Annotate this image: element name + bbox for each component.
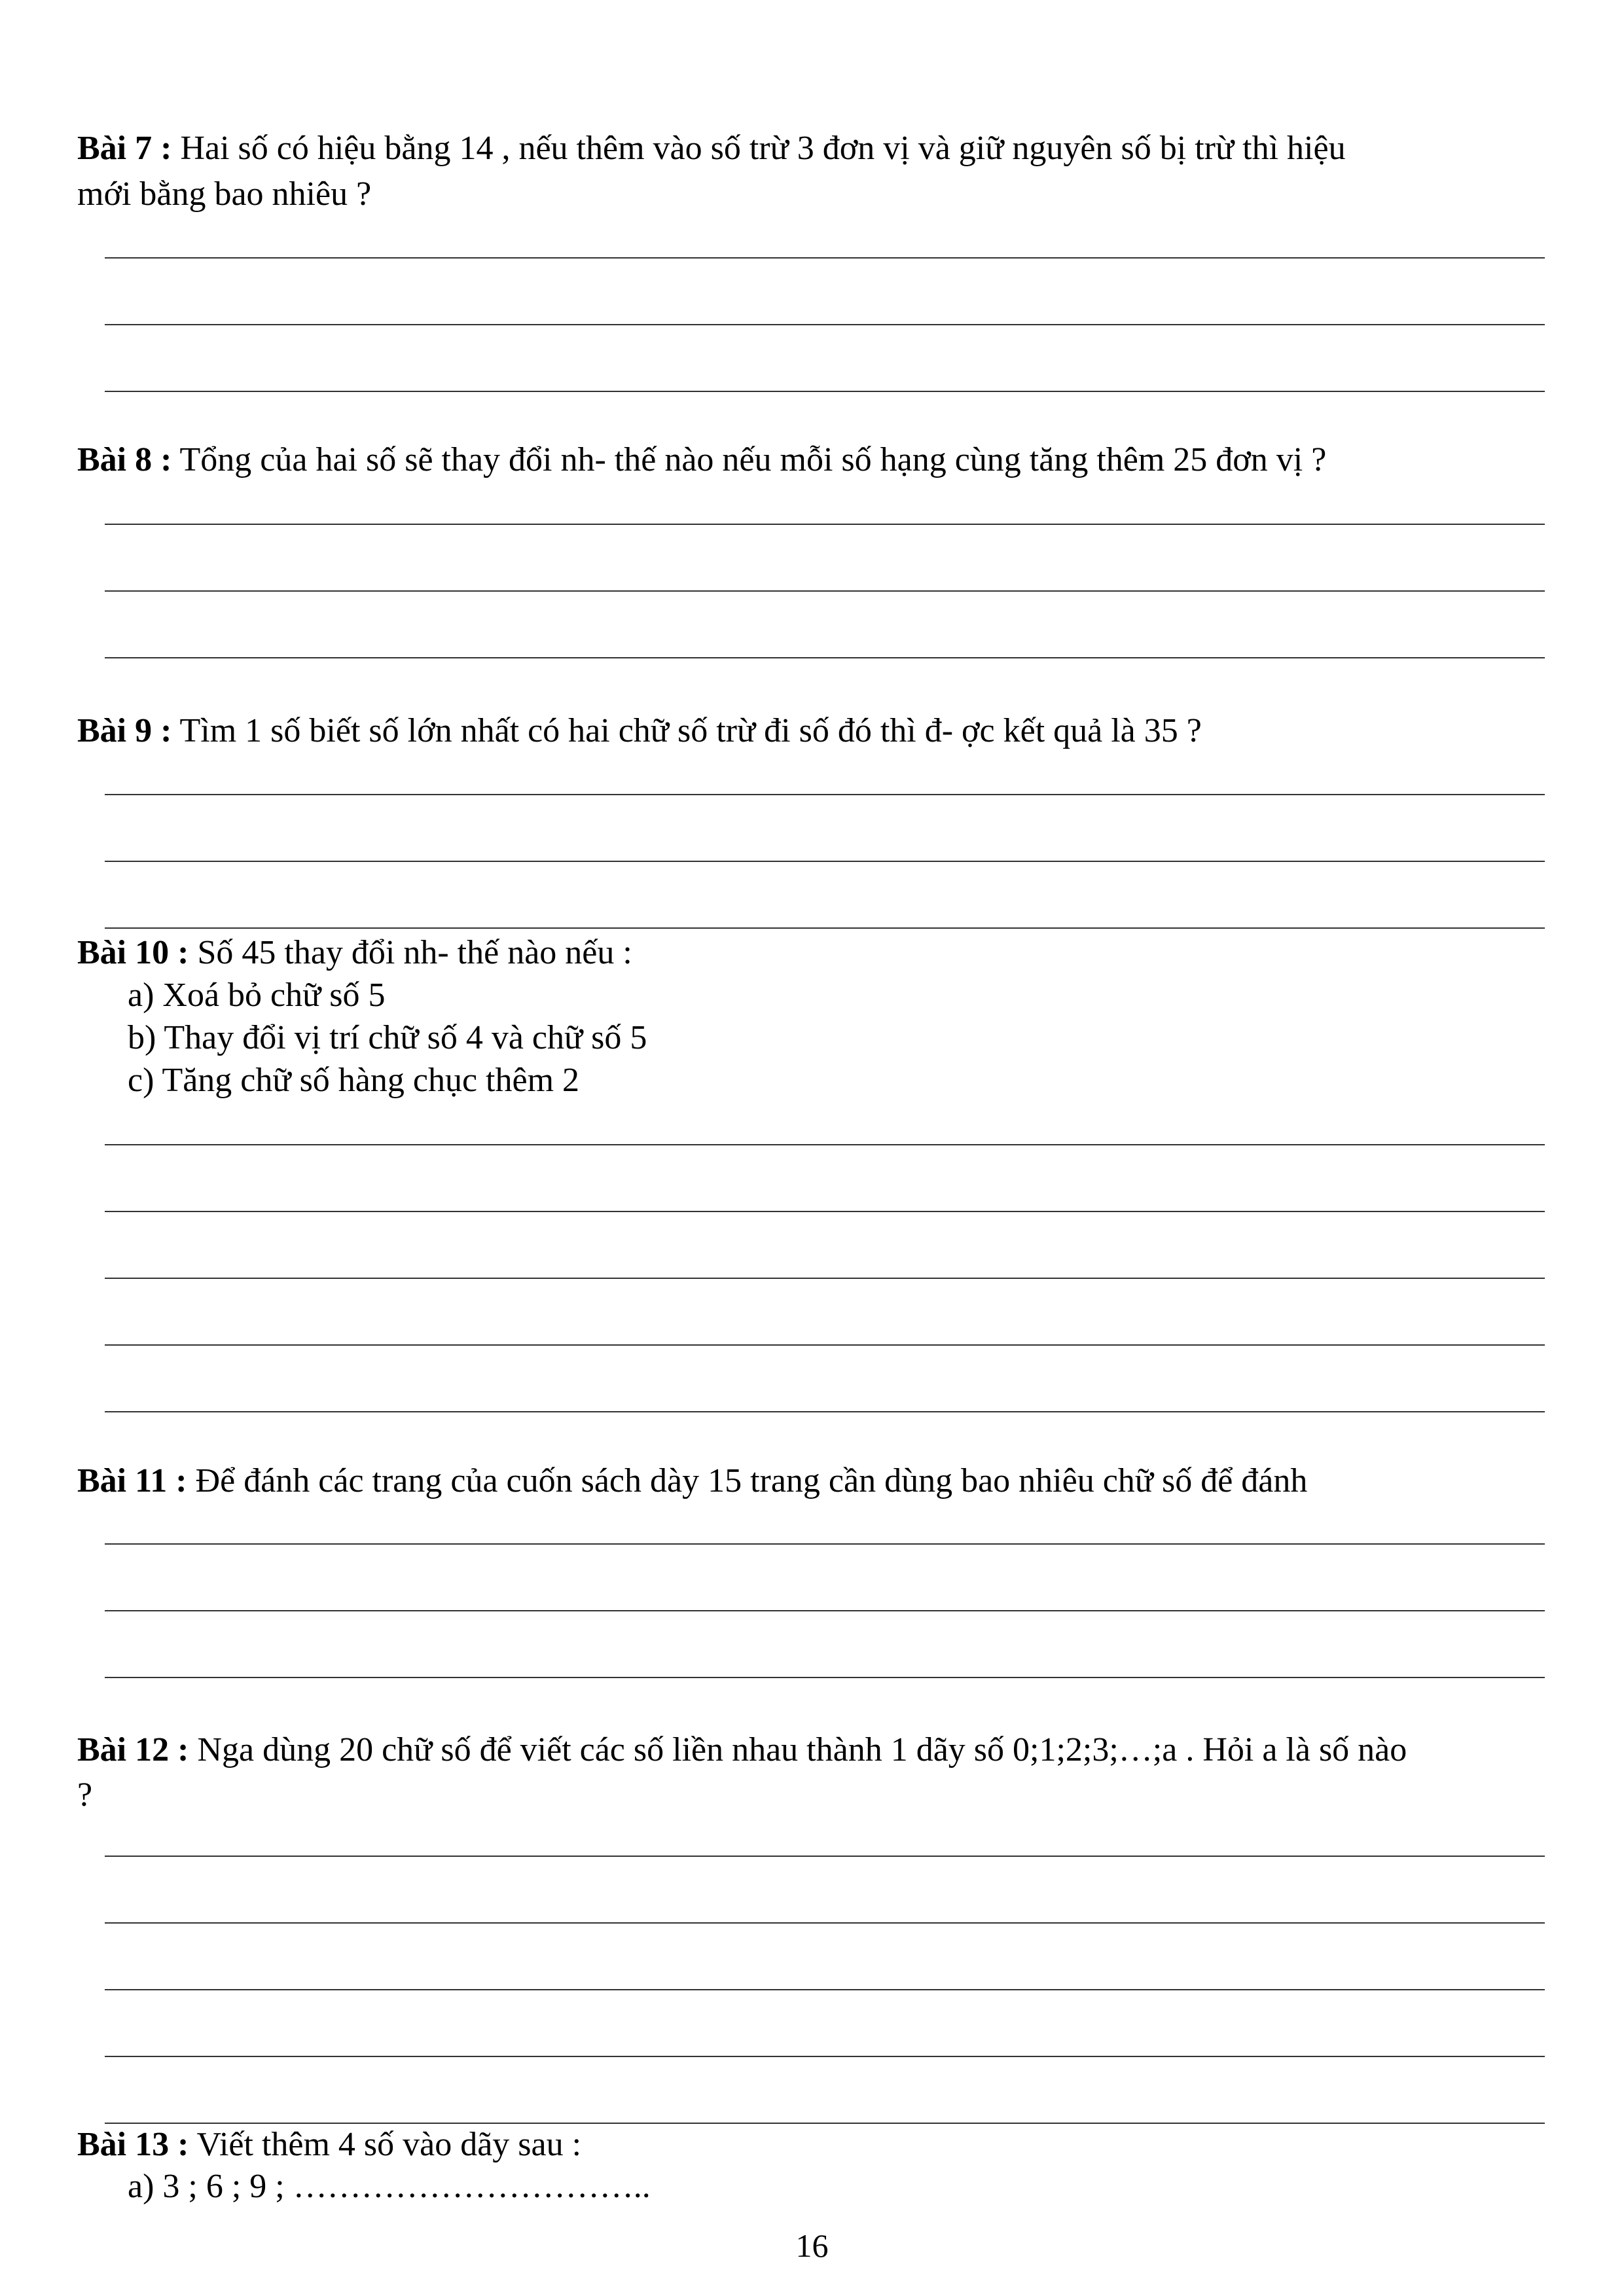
problem-11-line-1: Bài 11 : Để đánh các trang của cuốn sách dày 15 trang cần dùng bao nhiêu chữ số để đánh xyxy=(77,1462,1308,1499)
answer-line xyxy=(105,1989,1545,1990)
problem-12-line-1: Bài 12 : Nga dùng 20 chữ số để viết các số liền nhau thành 1 dãy số 0;1;2;3;…;a . Hỏi a là số nào xyxy=(77,1731,1407,1768)
answer-line xyxy=(105,657,1545,658)
answer-line xyxy=(105,1144,1545,1145)
problem-10-item-b: b) Thay đổi vị trí chữ số 4 và chữ số 5 xyxy=(128,1019,647,1056)
answer-line xyxy=(105,1211,1545,1212)
problem-12-line-2: ? xyxy=(77,1776,93,1814)
answer-line xyxy=(105,1344,1545,1346)
problem-10-item-a: a) Xoá bỏ chữ số 5 xyxy=(128,977,386,1014)
problem-9-line-1: Bài 9 : Tìm 1 số biết số lớn nhất có hai chữ số trừ đi số đó thì đ- ợc kết quả là 35 ? xyxy=(77,712,1202,749)
answer-line xyxy=(105,2123,1545,2124)
answer-line xyxy=(105,927,1545,929)
problem-10-item-c: c) Tăng chữ số hàng chục thêm 2 xyxy=(128,1062,580,1099)
answer-line xyxy=(105,1677,1545,1678)
problem-7-line-1: Bài 7 : Hai số có hiệu bằng 14 , nếu thêm vào số trừ 3 đơn vị và giữ nguyên số bị trừ thì hiệu xyxy=(77,130,1346,167)
answer-line xyxy=(105,1278,1545,1279)
answer-line xyxy=(105,2056,1545,2057)
answer-line xyxy=(105,1856,1545,1857)
answer-line xyxy=(105,861,1545,862)
answer-line xyxy=(105,1543,1545,1545)
problem-13-item-a: a) 3 ; 6 ; 9 ; ………………………….. xyxy=(128,2168,651,2205)
answer-line xyxy=(105,1922,1545,1924)
answer-line xyxy=(105,794,1545,795)
answer-line xyxy=(105,391,1545,392)
problem-13-line-1: Bài 13 : Viết thêm 4 số vào dãy sau : xyxy=(77,2126,582,2163)
page-number: 16 xyxy=(795,2227,829,2264)
problem-10-line-1: Bài 10 : Số 45 thay đổi nh- thế nào nếu : xyxy=(77,934,632,971)
answer-line xyxy=(105,590,1545,592)
answer-line xyxy=(105,324,1545,325)
answer-line xyxy=(105,1610,1545,1611)
answer-line xyxy=(105,1411,1545,1412)
problem-7-line-2: mới bằng bao nhiêu ? xyxy=(77,175,372,213)
answer-line xyxy=(105,524,1545,525)
answer-line xyxy=(105,257,1545,259)
problem-8-line-1: Bài 8 : Tổng của hai số sẽ thay đổi nh- thế nào nếu mỗi số hạng cùng tăng thêm 25 đơn vị ? xyxy=(77,441,1327,478)
